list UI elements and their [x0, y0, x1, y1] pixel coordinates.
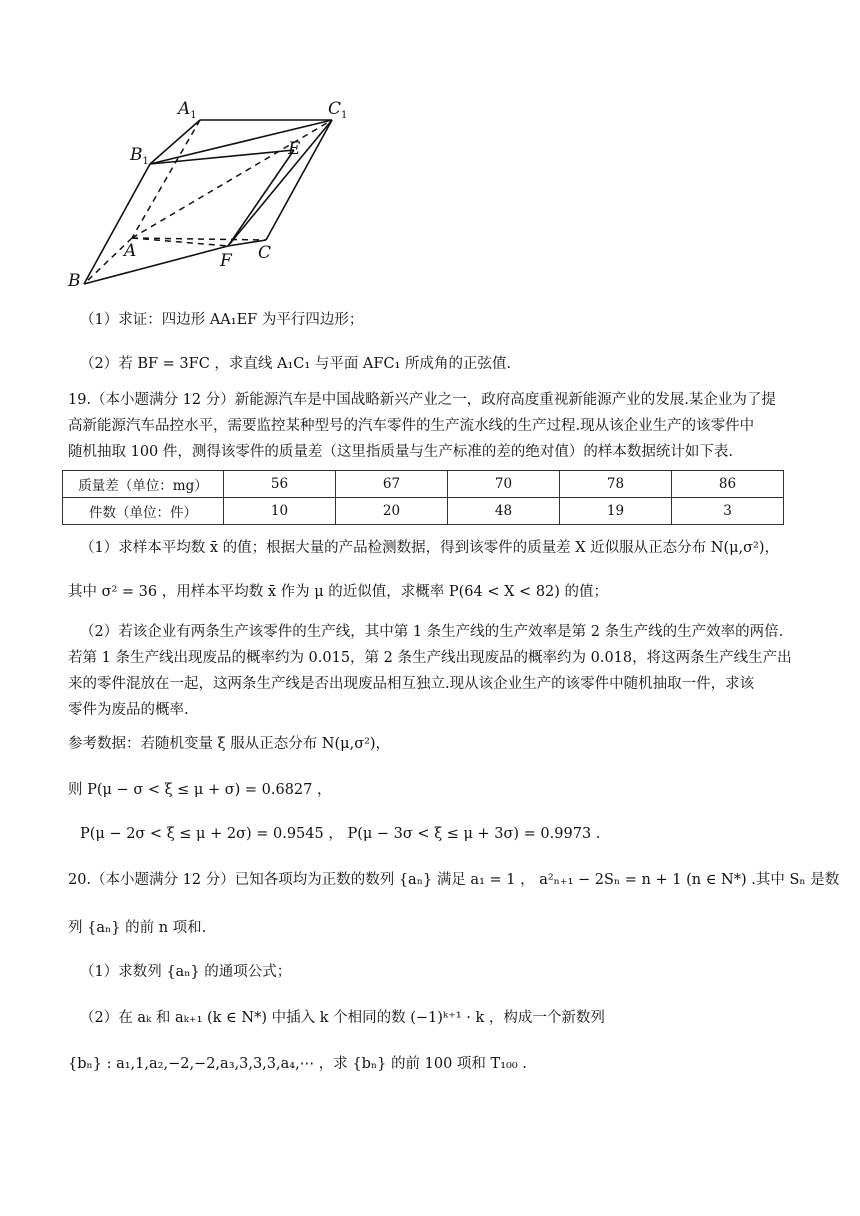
- table-cell: 20: [336, 498, 448, 525]
- table-cell: 3: [672, 498, 784, 525]
- label-C1: $C_1$: [328, 99, 348, 121]
- q20-part2-line2: {bₙ} : a₁,1,a₂,−2,−2,a₃,3,3,3,a₄,⋯ ，求 {bₙ} 的前 100 项和 T₁₀₀ .: [68, 1056, 527, 1072]
- table-cell: 48: [448, 498, 560, 525]
- q18-part2: （2）若 BF = 3FC ，求直线 A₁C₁ 与平面 AFC₁ 所成角的正弦值.: [80, 356, 512, 372]
- label-A1: $A_1$: [178, 99, 197, 121]
- q19-intro-line3: 随机抽取 100 件，测得该零件的质量差（这里指质量与生产标准的差的绝对值）的样本数据统计如下表.: [68, 444, 733, 460]
- table-cell: 19: [560, 498, 672, 525]
- q19-part1-line1: （1）求样本平均数 x̄ 的值；根据大量的产品检测数据，得到该零件的质量差 X 近似服从正态分布 N(μ,σ²)，: [80, 540, 780, 556]
- label-F: F: [220, 251, 232, 271]
- q19-reference-line3: P(μ − 2σ < ξ ≤ μ + 2σ) = 0.9545 ， P(μ − 3σ < ξ ≤ μ + 3σ) = 0.9973 .: [80, 826, 601, 842]
- q19-reference-line1: 参考数据：若随机变量 ξ 服从正态分布 N(μ,σ²)，: [68, 736, 391, 752]
- table-cell: 56: [224, 471, 336, 498]
- table-cell: 70: [448, 471, 560, 498]
- table-row: [63, 498, 784, 525]
- table-cell: 86: [672, 471, 784, 498]
- label-C: C: [258, 243, 272, 263]
- q19-part2-line4: 零件为废品的概率.: [68, 702, 189, 718]
- q20-part2-line1: （2）在 aₖ 和 aₖ₊₁ (k ∈ N*) 中插入 k 个相同的数 (−1)ᵏ⁺¹ · k ，构成一个新数列: [80, 1010, 605, 1026]
- table-cell: 10: [224, 498, 336, 525]
- q18-part1: （1）求证：四边形 AA₁EF 为平行四边形；: [80, 312, 364, 328]
- label-B1: $B_1$: [130, 145, 149, 167]
- q19-part2-line3: 来的零件混放在一起，这两条生产线是否出现废品相互独立.现从该企业生产的该零件中随机抽取一件，求该: [68, 676, 755, 692]
- label-A: A: [124, 241, 137, 261]
- q19-reference-line2: 则 P(μ − σ < ξ ≤ μ + σ) = 0.6827 ，: [68, 782, 332, 798]
- table-cell: 67: [336, 471, 448, 498]
- label-E: E: [288, 139, 301, 159]
- sample-data-table: [62, 470, 784, 525]
- q20-line1: 20.（本小题满分 12 分）已知各项均为正数的数列 {aₙ} 满足 a₁ = 1 ， a²ₙ₊₁ − 2Sₙ = n + 1 (n ∈ N*) .其中 Sₙ 是数: [68, 872, 840, 888]
- table-cell: 78: [560, 471, 672, 498]
- q20-part1: （1）求数列 {aₙ} 的通项公式；: [80, 964, 292, 980]
- q19-part2-line2: 若第 1 条生产线出现废品的概率约为 0.015，第 2 条生产线出现废品的概率约为 0.018，将这两条生产线生产出: [68, 650, 792, 666]
- q19-part1-line2: 其中 σ² = 36 ，用样本平均数 x̄ 作为 μ 的近似值，求概率 P(64 < X < 82) 的值；: [68, 584, 609, 600]
- table-row: [63, 471, 784, 498]
- q19-part2-line1: （2）若该企业有两条生产该零件的生产线，其中第 1 条生产线的生产效率是第 2 条生产线的生产效率的两倍.: [80, 624, 784, 640]
- label-B: B: [68, 271, 81, 291]
- table-header-cell: 件数（单位：件）: [63, 498, 224, 525]
- q19-intro-line2: 高新能源汽车品控水平，需要监控某种型号的汽车零件的生产流水线的生产过程.现从该企业生产的该零件中: [68, 418, 755, 434]
- prism-figure: [62, 92, 362, 292]
- table-header-cell: 质量差（单位：mg）: [63, 471, 224, 498]
- q19-intro-line1: 19.（本小题满分 12 分）新能源汽车是中国战略新兴产业之一，政府高度重视新能源产业的发展.某企业为了提: [68, 392, 776, 408]
- q20-line2: 列 {aₙ} 的前 n 项和.: [68, 920, 207, 936]
